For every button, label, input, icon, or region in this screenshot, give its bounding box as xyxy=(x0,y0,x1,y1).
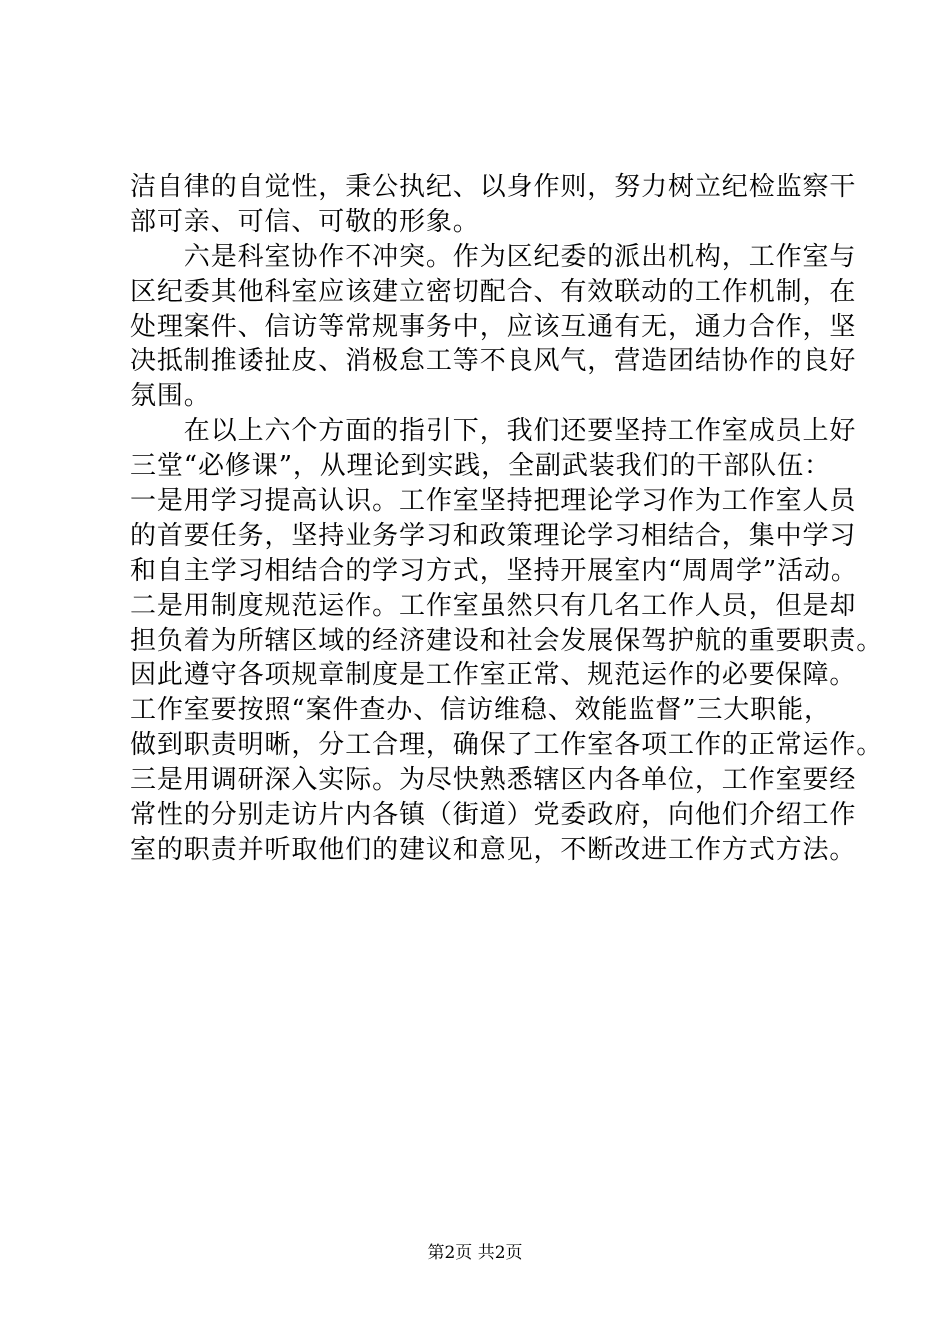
text-line: 一是用学习提高认识。工作室坚持把理论学习作为工作室人员 xyxy=(130,486,857,517)
text-line: 常性的分别走访片内各镇（街道）党委政府，向他们介绍工作 xyxy=(130,800,857,831)
text-line: 因此遵守各项规章制度是工作室正常、规范运作的必要保障。 xyxy=(130,660,857,691)
text-line: 室的职责并听取他们的建议和意见，不断改进工作方式方法。 xyxy=(130,834,857,865)
text-line: 六是科室协作不冲突。作为区纪委的派出机构，工作室与 xyxy=(130,241,857,272)
text-line: 做到职责明晰，分工合理，确保了工作室各项工作的正常运作。 xyxy=(130,730,884,761)
text-line: 担负着为所辖区域的经济建设和社会发展保驾护航的重要职责。 xyxy=(130,625,884,656)
text-line: 处理案件、信访等常规事务中，应该互通有无，通力合作，坚 xyxy=(130,311,857,342)
text-line: 工作室要按照“案件查办、信访维稳、效能监督”三大职能， xyxy=(130,695,831,726)
page-number-footer: 第2页 共2页 xyxy=(427,1243,523,1263)
text-line: 区纪委其他科室应该建立密切配合、有效联动的工作机制，在 xyxy=(130,276,857,307)
document-body xyxy=(130,170,884,868)
text-line: 三是用调研深入实际。为尽快熟悉辖区内各单位，工作室要经 xyxy=(130,765,857,796)
text-line: 洁自律的自觉性，秉公执纪、以身作则，努力树立纪检监察干 xyxy=(130,172,857,202)
text-line: 和自主学习相结合的学习方式，坚持开展室内“周周学”活动。 xyxy=(130,555,858,586)
text-line: 决抵制推诿扯皮、消极怠工等不良风气，营造团结协作的良好 xyxy=(130,346,857,377)
text-line: 二是用制度规范运作。工作室虽然只有几名工作人员，但是却 xyxy=(130,590,857,621)
text-line: 部可亲、可信、可敬的形象。 xyxy=(130,206,480,237)
text-line: 氛围。 xyxy=(130,381,211,412)
text-line: 三堂“必修课”，从理论到实践，全副武装我们的干部队伍： xyxy=(130,451,831,482)
text-line: 的首要任务，坚持业务学习和政策理论学习相结合，集中学习 xyxy=(130,520,857,551)
text-line: 在以上六个方面的指引下，我们还要坚持工作室成员上好 xyxy=(130,416,857,447)
